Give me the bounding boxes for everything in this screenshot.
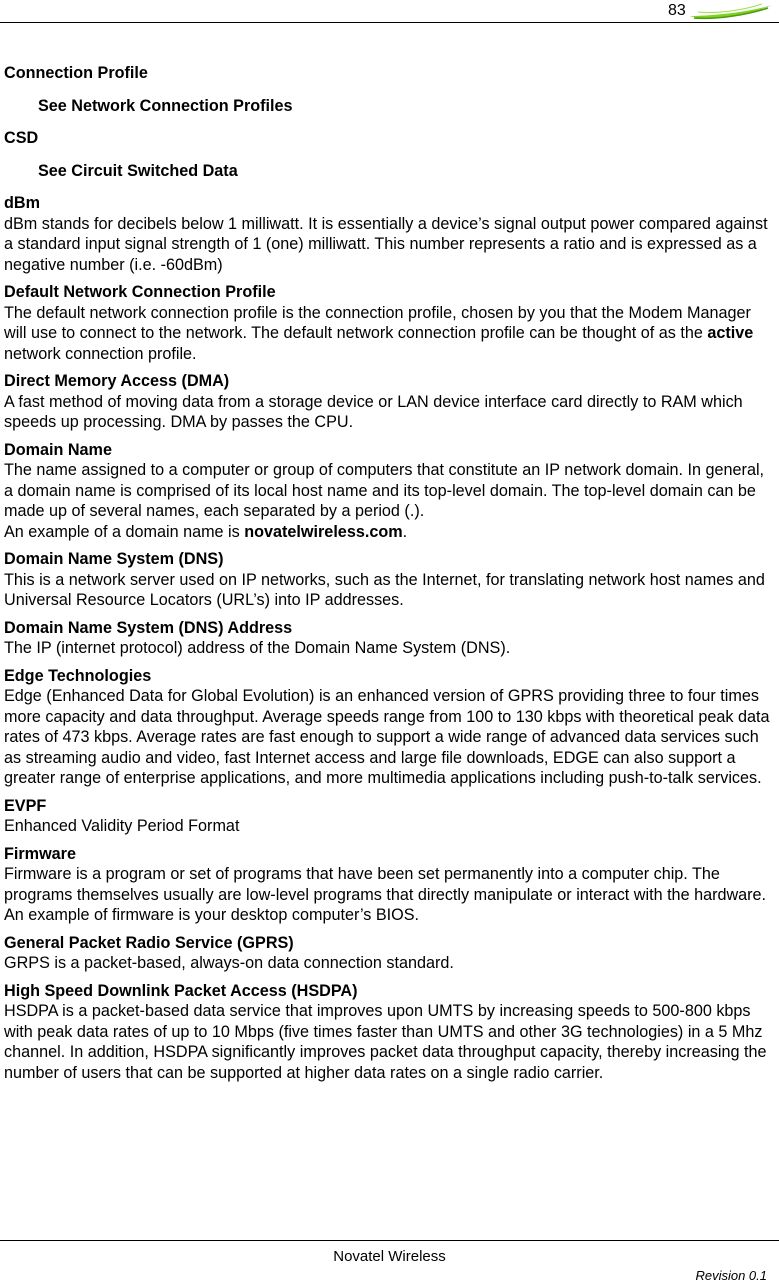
glossary-term: Direct Memory Access (DMA) — [4, 372, 230, 390]
glossary-term: Default Network Connection Profile — [4, 283, 276, 301]
glossary-term: Edge Technologies — [4, 666, 152, 685]
footer-revision: Revision 0.1 — [695, 1268, 767, 1283]
footer-company: Novatel Wireless — [333, 1248, 446, 1265]
glossary-term: dBm — [4, 194, 40, 212]
glossary-term: Domain Name System (DNS) Address — [4, 618, 293, 637]
glossary-definition: The name assigned to a computer or group of computers that constitute an IP network domain. In general, a domain name is comprised of its local host name and its top-level domain. The top-level domain can be made up of several names, each separated by a period (.). — [4, 461, 765, 520]
glossary-entry-firmware — [4, 844, 776, 926]
glossary-entry-edge — [4, 666, 776, 789]
glossary-entry-dns — [4, 549, 776, 611]
glossary-term: Connection Profile — [4, 64, 148, 82]
glossary-term: High Speed Downlink Packet Access (HSDPA) — [4, 981, 358, 1000]
footer-rule — [0, 1240, 779, 1241]
glossary-entry-dbm — [4, 193, 776, 275]
glossary-entry-domain-name — [4, 440, 776, 543]
glossary-example — [4, 522, 776, 543]
page-number: 83 — [668, 2, 686, 19]
glossary-term: EVPF — [4, 796, 47, 815]
definition-emphasis: active — [707, 324, 754, 342]
definition-emphasis: novatelwireless.com — [244, 522, 403, 541]
glossary-term: Firmware — [4, 844, 76, 863]
definition-text: An example of a domain name is — [4, 522, 245, 541]
header-rule — [0, 22, 779, 23]
glossary-definition: Edge (Enhanced Data for Global Evolution) is an enhanced version of GPRS providing three to four times more capacity and data throughput. Average speeds range from 100 to 130 kbps with theoretical peak data rates of 473 kbps. Average rates are fast enough to support a wide range of advanced data services such as streaming audio and video, fast Internet access and large file downloads, EDGE can also support a greater range of enterprise applications, and more multimedia applications including push-to-talk services. — [4, 687, 770, 787]
cross-reference: See Network Connection Profiles — [38, 96, 293, 115]
definition-text: network connection profile. — [4, 344, 197, 363]
glossary-entry-hsdpa — [4, 981, 776, 1084]
glossary-definition: dBm stands for decibels below 1 milliwatt. It is essentially a device’s signal output power compared against a standard input signal strength of 1 (one) milliwatt. This number represents a ratio and is expressed as a negative number (i.e. -60dBm) — [4, 214, 768, 274]
glossary-definition: This is a network server used on IP networks, such as the Internet, for translating network host names and Universal Resource Locators (URL’s) into IP addresses. — [4, 570, 765, 609]
glossary-definition: The IP (internet protocol) address of the Domain Name System (DNS). — [4, 639, 511, 657]
novatel-swoosh-logo-icon — [688, 2, 774, 27]
definition-text: . — [402, 522, 408, 541]
glossary-definition — [4, 303, 776, 365]
glossary-term: Domain Name System (DNS) — [4, 550, 224, 568]
glossary-entry-gprs — [4, 933, 776, 974]
glossary-content — [4, 63, 776, 1090]
glossary-entry-dma — [4, 371, 776, 433]
glossary-definition: GRPS is a packet-based, always-on data connection standard. — [4, 954, 454, 972]
cross-reference: See Circuit Switched Data — [38, 161, 238, 180]
definition-text: The default network connection profile is the connection profile, chosen by you that the Modem Manager will use to connect to the network. The default network connection profile can be thought of as the — [4, 303, 751, 342]
glossary-entry-default-profile — [4, 282, 776, 364]
glossary-term: Domain Name — [4, 440, 112, 459]
glossary-term: CSD — [4, 129, 39, 147]
glossary-definition: HSDPA is a packet-based data service that improves upon UMTS by increasing speeds to 500-800 kbps with peak data rates of up to 10 Mbps (five times faster than UMTS and other 3G technologies) in a 5 Mhz channel. In addition, HSDPA significantly improves packet data throughput capacity, thereby increasing the number of users that can be supported at higher data rates on a single radio carrier. — [4, 1002, 767, 1082]
glossary-term: General Packet Radio Service (GPRS) — [4, 933, 294, 952]
glossary-entry-evpf — [4, 796, 776, 837]
glossary-definition: Enhanced Validity Period Format — [4, 817, 240, 835]
glossary-definition: Firmware is a program or set of programs that have been set permanently into a computer chip. The programs themselves usually are low-level programs that directly manipulate or interact with the hardware. An example of firmware is your desktop computer’s BIOS. — [4, 865, 767, 924]
glossary-entry-dns-address — [4, 618, 776, 659]
glossary-definition: A fast method of moving data from a storage device or LAN device interface card directly to RAM which speeds up processing. DMA by passes the CPU. — [4, 392, 743, 431]
